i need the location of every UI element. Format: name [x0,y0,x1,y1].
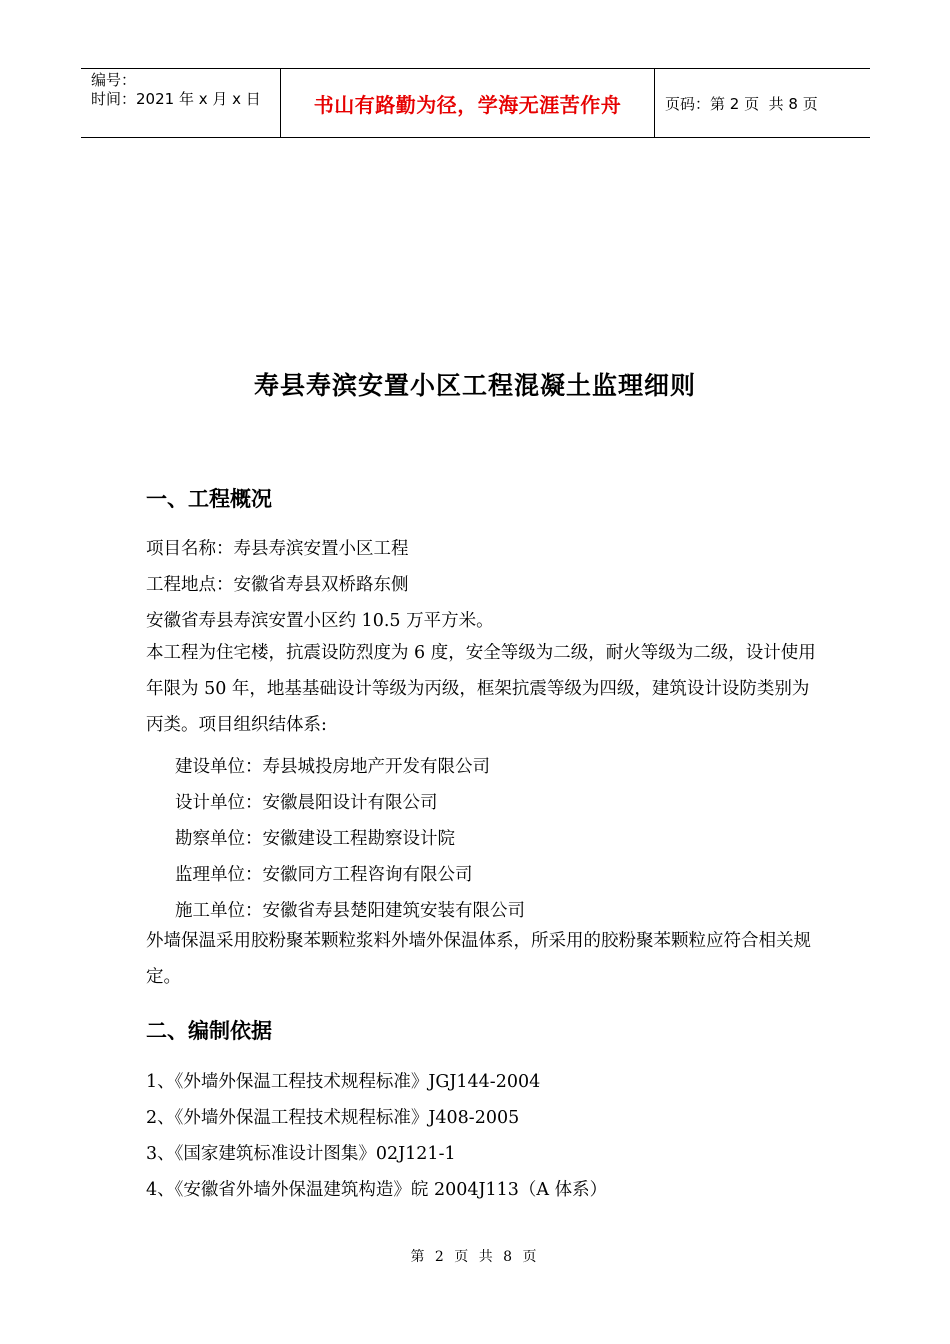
page-header [81,68,870,138]
project-name: 项目名称：寿县寿滨安置小区工程 [146,539,409,559]
header-page-info [655,69,870,137]
project-description: 本工程为住宅楼，抗震设防烈度为 6 度，安全等级为二级，耐火等级为二级，设计使用年限为 50 年，地基基础设计等级为丙级，框架抗震等级为四级，建筑设计设防类别为丙类。项目组织结体系: [146,643,816,735]
header-motto: 书山有路勤为径，学海无涯苦作舟 [281,69,655,137]
unit-survey: 勘察单位：安徽建设工程勘察设计院 [175,829,455,849]
section-heading-overview: 一、工程概况 [146,487,272,511]
page-info-text: 页码：第 2 页 共 8 页 [665,94,818,113]
header-meta [81,69,281,137]
page-footer: 第 2 页 共 8 页 [410,1249,540,1265]
basis-item: 3、《国家建筑标准设计图集》02J121-1 [146,1144,456,1164]
document-date: 时间：2021 年 x 月 x 日 [91,90,261,108]
basis-item: 4、《安徽省外墙外保温建筑构造》皖 2004J113（A 体系） [146,1180,608,1200]
unit-builder: 施工单位：安徽省寿县楚阳建筑安装有限公司 [175,901,525,921]
section-heading-basis: 二、编制依据 [146,1019,272,1043]
insulation-note: 外墙保温采用胶粉聚苯颗粒浆料外墙外保温体系，所采用的胶粉聚苯颗粒应符合相关规定。 [146,931,811,987]
project-area: 安徽省寿县寿滨安置小区约 10.5 万平方米。 [146,611,494,631]
basis-item: 2、《外墙外保温工程技术规程标准》J408-2005 [146,1108,520,1128]
unit-supervision: 监理单位：安徽同方工程咨询有限公司 [175,865,473,885]
project-location: 工程地点：安徽省寿县双桥路东侧 [146,575,409,595]
document-number: 编号： [91,71,137,89]
unit-design: 设计单位：安徽晨阳设计有限公司 [175,793,438,813]
unit-construction: 建设单位：寿县城投房地产开发有限公司 [175,757,490,777]
basis-item: 1、《外墙外保温工程技术规程标准》JGJ144-2004 [146,1072,541,1092]
document-title: 寿县寿滨安置小区工程混凝土监理细则 [253,371,696,400]
